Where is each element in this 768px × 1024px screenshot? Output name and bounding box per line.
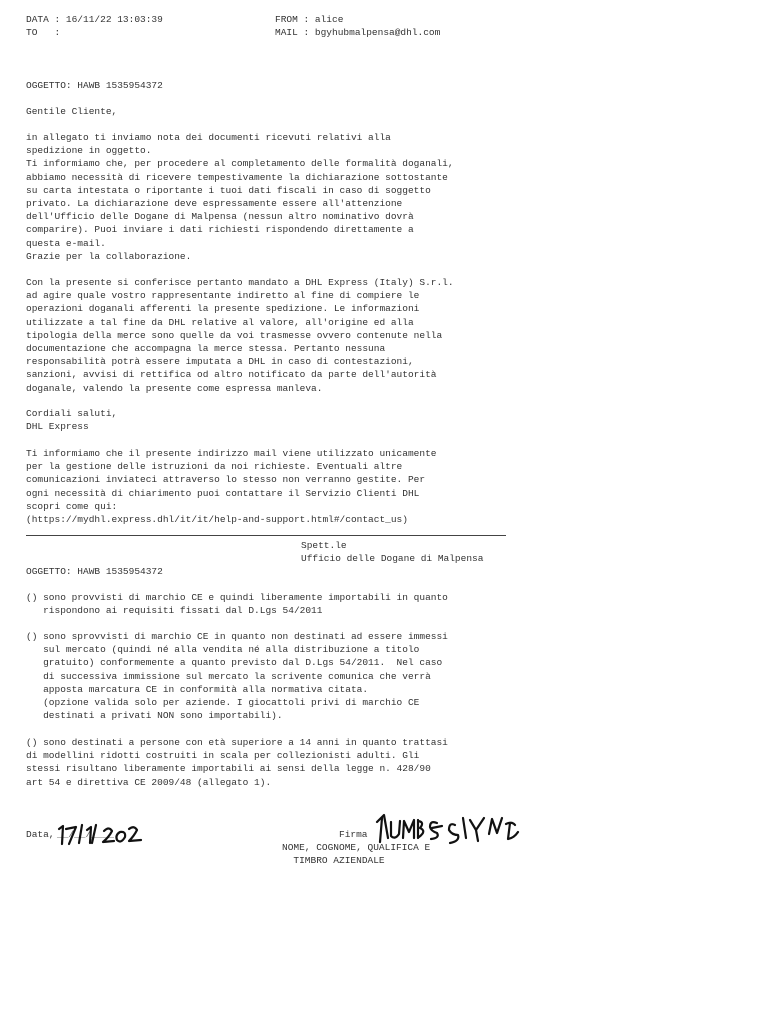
declaration-option-no-ce: () sono sprovvisti di marchio CE in quanto non destinati ad essere immessi sul mercato (quindi né alla vendita né alla distribuzione a titolo gratuito) conformemente a quanto previsto dal D.Lgs 54/2011. Nel caso di successiva immissione sul mercato la scrivente comunica che verrà apposta marcatura CE in conformità alla normativa citata. (opzione valida solo per aziende. I giocattoli privi di marchio CE destinati a privati NON sono importabili). [26,631,448,722]
email-greeting: Gentile Cliente, [26,106,118,117]
header-from: FROM : alice [275,14,344,25]
date-label: Data, [26,829,55,840]
declaration-option-collectors: () sono destinati a persone con età superiore a 14 anni in quanto trattasi di modellini ridotti costruiti in scala per collezionisti adulti. Gli stessi risultano liberamente importabili ai sensi della legge n. 428/90 art 54 e direttiva CE 2009/48 (allegato 1). [26,737,448,788]
signature-label: Firma [339,829,368,840]
declaration-addressee: Spett.le Ufficio delle Dogane di Malpensa [301,540,484,565]
handwritten-signature [374,812,524,848]
email-paragraph-mandate: Con la presente si conferisce pertanto mandato a DHL Express (Italy) S.r.l. ad agire quale vostro rappresentante indiretto al fine di compiere le operazioni doganali afferenti la presente spedizione. Le informazioni utilizzate a tal fine da DHL relative al valore, all'origine ed alla tipologia della merce sono quelle da voi trasmesse ovvero contenute nella documentazione che accompagna la merce stessa. Pertanto nessuna responsabilità potrà essere imputata a DHL in caso di contestazioni, sanzioni, avvisi di rettifica od altro notificato da parte dell'autorità doganale, valendo la presente come espressa manleva. [26,277,454,394]
header-to: TO : [26,27,61,38]
header-mail: MAIL : bgyhubmalpensa@dhl.com [275,27,441,38]
email-subject: OGGETTO: HAWB 1535954372 [26,80,163,91]
separator-line [26,535,506,536]
handwritten-date [56,820,146,848]
email-closing: Cordiali saluti, DHL Express [26,408,118,433]
header-date: DATA : 16/11/22 13:03:39 [26,14,163,25]
email-notice: Ti informiamo che il presente indirizzo mail viene utilizzato unicamente per la gestione delle istruzioni da noi richieste. Eventuali altre comunicazioni inviateci attraverso lo stesso non verranno gestite. Per ogni necessità di chiarimento puoi contattare il Servizio Clienti DHL scopri come qui: (https://mydhl.express.dhl/it/it/help-and-support.html#/contact_us) [26,448,437,526]
signature-caption: NOME, COGNOME, QUALIFICA E TIMBRO AZIENDALE [282,842,431,867]
declaration-option-ce: () sono provvisti di marchio CE e quindi liberamente importabili in quanto rispondono ai requisiti fissati dal D.Lgs 54/2011 [26,592,448,617]
declaration-subject: OGGETTO: HAWB 1535954372 [26,566,163,577]
email-paragraph-intro: in allegato ti inviamo nota dei documenti ricevuti relativi alla spedizione in oggetto. Ti informiamo che, per procedere al completamento delle formalità doganali, abbiamo necessità di ricevere tempestivamente la dichiarazione sottostante su carta intestata o riportante i tuoi dati fiscali in caso di soggetto privato. La dichiarazione deve espressamente essere all'attenzione dell'Ufficio delle Dogane di Malpensa (nessun altro nominativo dovrà comparire). Puoi inviare i dati richiesti rispondendo direttamente a questa e-mail. Grazie per la collaborazione. [26,132,454,262]
date-blank: __/__/____ [57,829,115,840]
